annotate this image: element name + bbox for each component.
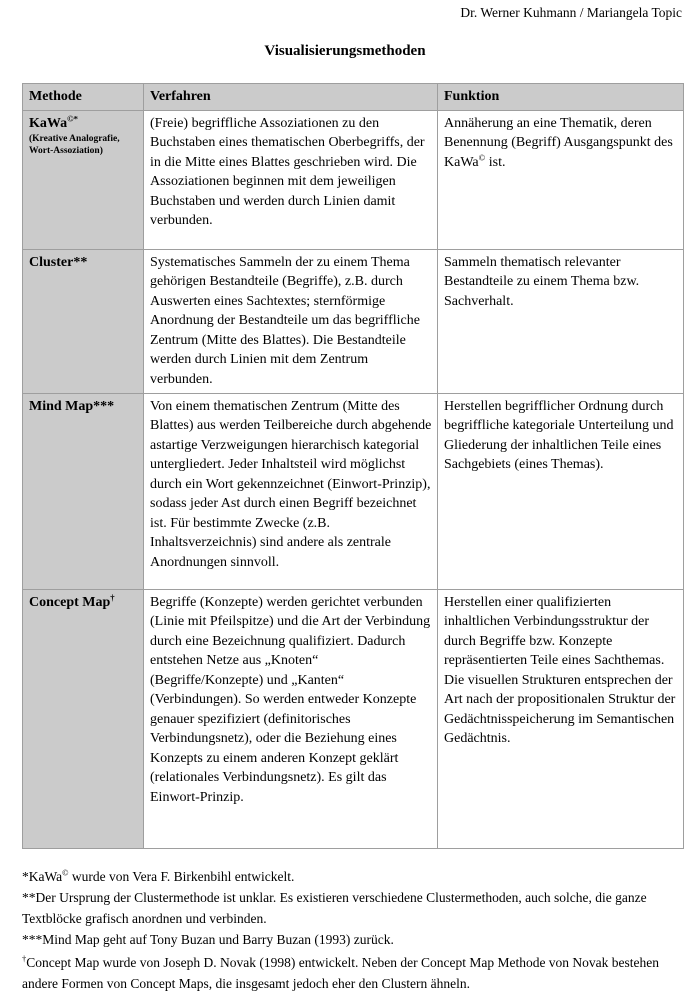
funktion-text-end: ist. bbox=[485, 154, 506, 170]
table-row-cluster bbox=[23, 249, 684, 393]
dagger-superscript: † bbox=[22, 954, 27, 964]
footnote-text: ***Mind Map geht auf Tony Buzan und Barry Buzan (1993) zurück. bbox=[22, 931, 394, 947]
method-subtitle: (Kreative Analografie, Wort-Assoziation) bbox=[29, 134, 120, 156]
method-name-text: KaWa bbox=[29, 115, 68, 131]
verfahren-text-kawa: (Freie) begriffliche Assoziationen zu den Buchstaben eines thematischen Oberbegriffs, der in die Mitte eines Blattes geschrieben wird. Die Assoziationen beginnen mit dem jeweiligen Buchstaben und werden durch Linien damit verbunden. bbox=[144, 110, 438, 249]
verfahren-text-cluster: Systematisches Sammeln der zu einem Thema gehörigen Bestandteile (Begriffe), z.B. durch Auswerten eines Sachtextes; sternförmige Anordnung der Bestandteile um das begriffliche Zentrum (Mitte des Blattes). Die Bestandteile werden durch Linien mit dem Zentrum verbunden. bbox=[144, 249, 438, 393]
funktion-text: Sammeln thematisch relevanter Bestandteile zu einem Thema bzw. Sachverhalt. bbox=[444, 254, 640, 309]
col-header-funktion: Funktion bbox=[438, 84, 684, 111]
funktion-text: Annäherung an eine Thematik, deren Benennung (Begriff) Ausgangspunkt des KaWa bbox=[444, 115, 673, 170]
funktion-text-cluster bbox=[438, 249, 684, 393]
verfahren-text-mindmap: Von einem thematischen Zentrum (Mitte des Blattes) aus werden Teilbereiche durch abgehende astartige Verzweigungen hierarchisch kategorial untergliedert. Jeder Inhaltsteil wird möglichst durch ein Wort gekennzeichnet (Einwort-Prinzip), sodass jeder Ast durch einen Begriff bezeichnet ist. Für bestimmte Zwecke (z.B. Inhaltsverzeichnis) sind andere als zentrale Anordnungen sinnvoll. bbox=[144, 393, 438, 589]
footnote-text: Concept Map wurde von Joseph D. Novak (1998) entwickelt. Neben der Concept Map Methode von Novak bestehen andere Formen von Concept Maps, die insgesamt jedoch eher den Clustern ähneln. bbox=[22, 954, 660, 991]
method-name-text: Concept Map bbox=[29, 594, 111, 610]
method-name-kawa bbox=[23, 110, 144, 249]
footnote-cluster bbox=[22, 887, 683, 929]
footnote-text: **Der Ursprung der Clustermethode ist unklar. Es existieren verschiedene Clustermethoden, auch solche, die ganze Textblöcke grafisch anordnen und verbinden. bbox=[22, 889, 647, 926]
footnote-text-end: wurde von Vera F. Birkenbihl entwickelt. bbox=[68, 868, 295, 884]
funktion-text-kawa bbox=[438, 110, 684, 249]
copyright-superscript: © bbox=[62, 868, 69, 878]
col-header-methode: Methode bbox=[23, 84, 144, 111]
table-header-row bbox=[23, 84, 684, 111]
method-name-text: Mind Map*** bbox=[29, 398, 115, 414]
method-name-cluster bbox=[23, 249, 144, 393]
funktion-text: Herstellen begrifflicher Ordnung durch begriffliche kategoriale Unterteilung und Gliederung der inhaltlichen Teile eines Sachgebiets (eines Themas). bbox=[444, 398, 674, 473]
method-name-text: Cluster** bbox=[29, 254, 88, 270]
table-row-kawa bbox=[23, 110, 684, 249]
funktion-text-mindmap bbox=[438, 393, 684, 589]
col-header-verfahren: Verfahren bbox=[144, 84, 438, 111]
footnotes-section bbox=[22, 866, 683, 994]
footnote-conceptmap bbox=[22, 952, 683, 994]
footnote-kawa bbox=[22, 866, 683, 887]
method-name-superscript: ©* bbox=[67, 113, 78, 124]
page-title: Visualisierungsmethoden bbox=[264, 43, 426, 60]
footnote-text: *KaWa bbox=[22, 868, 63, 884]
visualisation-methods-table bbox=[22, 83, 684, 849]
author-line: Dr. Werner Kuhmann / Mariangela Topic bbox=[460, 5, 682, 20]
table-row-conceptmap bbox=[23, 589, 684, 848]
method-name-mindmap bbox=[23, 393, 144, 589]
copyright-superscript: © bbox=[478, 152, 486, 163]
funktion-text-conceptmap bbox=[438, 589, 684, 848]
verfahren-text-conceptmap: Begriffe (Konzepte) werden gerichtet verbunden (Linie mit Pfeilspitze) und die Art der Verbindung durch eine Bezeichnung qualifiziert. Dadurch entstehen Netze aus „Knoten“ (Begriffe/Konzepte) und „Kanten“ (Verbindungen). So werden entweder Konzepte genauer spezifiziert (definitorisches Verbindungsnetz), oder die Beziehung eines Konzepts zu einem anderen Konzept geklärt (relationales Verbindungsnetz). Es gilt das Einwort-Prinzip. bbox=[144, 589, 438, 848]
method-name-superscript: † bbox=[110, 592, 115, 603]
table-row-mindmap bbox=[23, 393, 684, 589]
funktion-text: Herstellen einer qualifizierten inhaltlichen Verbindungsstruktur der durch Begriffe bzw. Konzepte repräsentierten Teile eines Sachthemas. Die visuellen Strukturen entsprechen der Art nach der propositionalen Struktur der Gedächtnisspeicherung im Semantischen Gedächtnis. bbox=[444, 594, 676, 747]
method-name-conceptmap bbox=[23, 589, 144, 848]
footnote-mindmap bbox=[22, 929, 683, 950]
